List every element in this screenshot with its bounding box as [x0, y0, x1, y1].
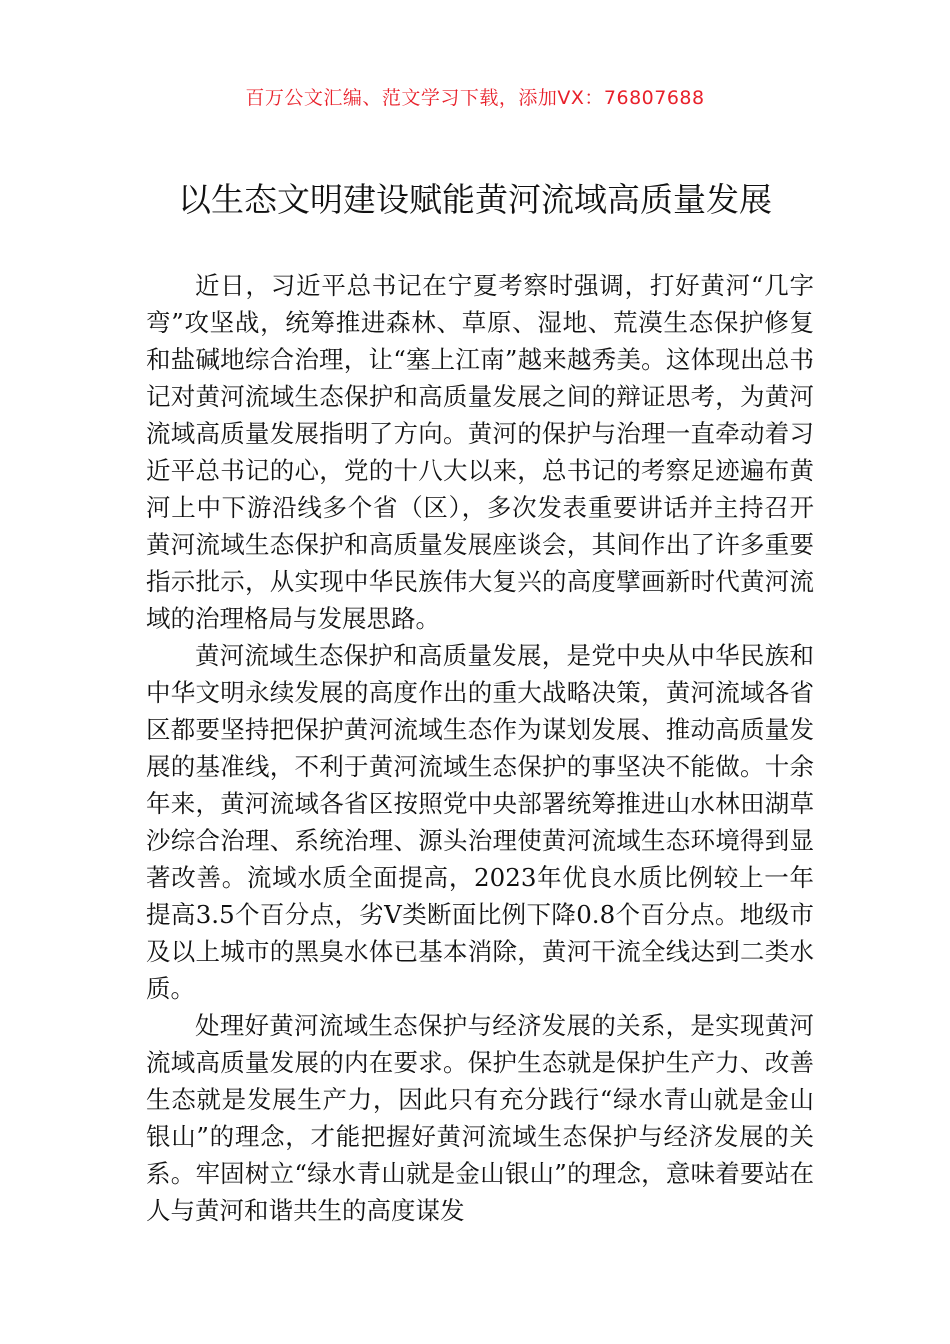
document-body: [146, 267, 814, 1229]
paragraph: 黄河流域生态保护和高质量发展，是党中央从中华民族和中华文明永续发展的高度作出的重大战略决策，黄河流域各省区都要坚持把保护黄河流域生态作为谋划发展、推动高质量发展的基准线，不利于黄河流域生态保护的事坚决不能做。十余年来，黄河流域各省区按照党中央部署统筹推进山水林田湖草沙综合治理、系统治理、源头治理使黄河流域生态环境得到显著改善。流域水质全面提高，2023年优良水质比例较上一年提高3.5个百分点，劣Ⅴ类断面比例下降0.8个百分点。地级市及以上城市的黑臭水体已基本消除，黄河干流全线达到二类水质。: [146, 641, 814, 1003]
paragraph: 近日，习近平总书记在宁夏考察时强调，打好黄河“几字弯”攻坚战，统筹推进森林、草原、湿地、荒漠生态保护修复和盐碱地综合治理，让“塞上江南”越来越秀美。这体现出总书记对黄河流域生态保护和高质量发展之间的辩证思考，为黄河流域高质量发展指明了方向。黄河的保护与治理一直牵动着习近平总书记的心，党的十八大以来，总书记的考察足迹遍布黄河上中下游沿线多个省（区），多次发表重要讲话并主持召开黄河流域生态保护和高质量发展座谈会，其间作出了许多重要指示批示，从实现中华民族伟大复兴的高度擘画新时代黄河流域的治理格局与发展思路。: [146, 271, 814, 633]
header-note: 百万公文汇编、范文学习下载，添加VX：76807688: [245, 87, 705, 109]
document-title: 以生态文明建设赋能黄河流域高质量发展: [178, 180, 772, 219]
paragraph: 处理好黄河流域生态保护与经济发展的关系，是实现黄河流域高质量发展的内在要求。保护生态就是保护生产力、改善生态就是发展生产力，因此只有充分践行“绿水青山就是金山银山”的理念，才能把握好黄河流域生态保护与经济发展的关系。牢固树立“绿水青山就是金山银山”的理念，意味着要站在人与黄河和谐共生的高度谋发: [146, 1011, 814, 1225]
